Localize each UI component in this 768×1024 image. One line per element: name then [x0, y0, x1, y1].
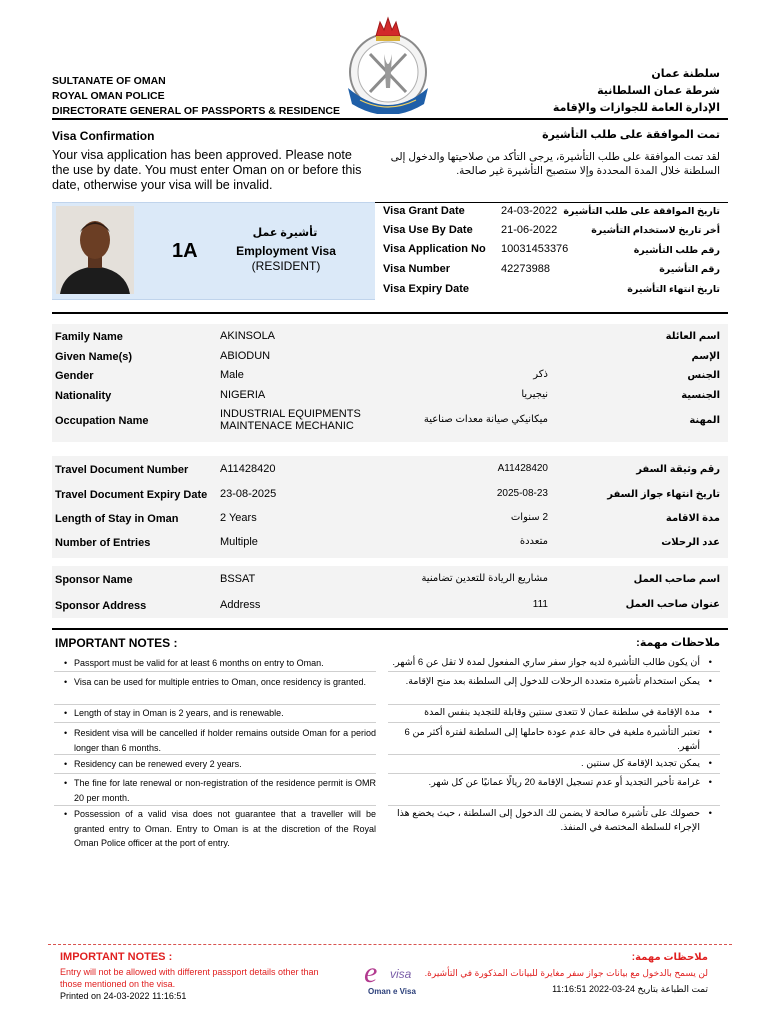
country-name: SULTANATE OF OMAN — [52, 75, 166, 87]
bullet-icon: • — [708, 808, 712, 819]
note-separator — [388, 754, 720, 755]
note-separator — [54, 722, 376, 723]
note-text-ar: يمكن تجديد الإقامة كل سنتين . — [580, 758, 700, 769]
note-text-ar: أن يكون طالب التأشيرة لديه جواز سفر ساري المفعول لمدة لا تقل عن 6 أشهر. — [392, 657, 700, 668]
sponsor-details-section — [52, 566, 728, 618]
visa-application-no-label-ar: رقم طلب التأشيرة — [633, 245, 720, 256]
note-item-ar — [388, 757, 720, 771]
visa-number-value: 42273988 — [501, 263, 550, 275]
number-of-entries-label-ar: عدد الرحلات — [661, 537, 720, 548]
confirmation-message: Your visa application has been approved. Please note the use by date. You must enter Oman on or before this date, otherwise your visa will be invalid. — [52, 148, 362, 192]
visa-type — [220, 244, 352, 274]
header-left — [52, 74, 340, 119]
important-notes-title-ar: ملاحظات مهمة: — [636, 637, 720, 649]
royal-oman-police-emblem-icon — [340, 14, 436, 114]
length-of-stay-value-ar: 2 سنوات — [510, 512, 548, 523]
bullet-icon: • — [708, 777, 712, 788]
notes-divider — [52, 628, 728, 630]
note-item-ar — [388, 706, 720, 720]
note-text-ar: غرامة تأخير التجديد أو عدم تسجيل الإقامة 20 ريالًا عمانيًا عن كل شهر. — [428, 777, 700, 788]
nationality-label: Nationality — [55, 390, 112, 402]
bullet-icon: • — [64, 728, 68, 738]
footer-notes-title-ar: ملاحظات مهمة: — [631, 952, 708, 963]
bullet-icon: • — [708, 707, 712, 718]
travel-document-expiry-label: Travel Document Expiry Date — [55, 489, 208, 501]
number-of-entries-label: Number of Entries — [55, 537, 151, 549]
length-of-stay-value: 2 Years — [220, 512, 257, 524]
note-text-ar: حصولك على تأشيرة صالحة لا يضمن لك الدخول إلى السلطنة ، حيث يخضع هذا الإجراء للسلطة المختصة في المنفذ. — [397, 808, 700, 833]
note-text: Passport must be valid for at least 6 months on entry to Oman. — [74, 658, 324, 668]
occupation-label: Occupation Name — [55, 415, 149, 427]
bullet-icon: • — [708, 758, 712, 769]
note-separator — [388, 722, 720, 723]
confirmation-message-ar: لقد تمت الموافقة على طلب التأشيرة، يرجى التأكد من صلاحيتها والدخول إلى السلطنة خلال المدة المحددة وإلا ستصبح التأشيرة غير صالحة. — [390, 151, 720, 177]
note-text-ar: تعتبر التأشيرة ملغية في حالة عدم عودة حاملها إلى السلطنة لفترة أكثر من 6 أشهر. — [404, 727, 700, 752]
sponsor-name-label: Sponsor Name — [55, 574, 133, 586]
visa-application-no-label: Visa Application No — [383, 243, 486, 255]
note-separator — [388, 773, 720, 774]
family-name-label-ar: اسم العائلة — [665, 331, 720, 342]
visa-number-label-ar: رقم التأشيرة — [659, 264, 720, 275]
printed-on-ar: تمت الطباعة بتاريخ 24-03-2022 11:16:51 — [552, 984, 708, 994]
family-name-label: Family Name — [55, 331, 123, 343]
note-text: The fine for late renewal or non-registration of the residence permit is OMR 20 per month. — [74, 778, 376, 803]
nationality-label-ar: الجنسية — [681, 390, 720, 401]
confirmation-title: Visa Confirmation — [52, 129, 155, 143]
footer-notes-title: IMPORTANT NOTES : — [60, 951, 173, 963]
visa-expiry-date-label: Visa Expiry Date — [383, 283, 470, 295]
evisa-logo-sub: visa — [390, 967, 412, 981]
visa-number-label: Visa Number — [383, 263, 451, 275]
directorate-name-ar: الإدارة العامة للجوازات والإقامة — [552, 102, 720, 114]
directorate-name: DIRECTORATE GENERAL OF PASSPORTS & RESIDENCE — [52, 105, 341, 117]
note-separator — [388, 805, 720, 806]
note-text: Visa can be used for multiple entries to Oman, once residency is granted. — [74, 677, 366, 687]
printed-on: Printed on 24-03-2022 11:16:51 — [60, 991, 187, 1001]
gender-value: Male — [220, 369, 244, 381]
note-separator — [54, 671, 376, 672]
bullet-icon: • — [64, 759, 68, 769]
note-separator — [54, 704, 376, 705]
footer-notes-text-ar: لن يسمح بالدخول مع بيانات جواز سفر مغايرة للبيانات المذكورة في التأشيرة. — [424, 968, 708, 978]
applicant-portrait-icon — [56, 206, 134, 294]
note-text: Length of stay in Oman is 2 years, and is renewable. — [74, 708, 284, 718]
occupation-value-line2: MAINTENACE MECHANIC — [220, 420, 354, 432]
oman-evisa-logo — [356, 954, 428, 1000]
sponsor-name-label-ar: اسم صاحب العمل — [633, 574, 720, 585]
nationality-value: NIGERIA — [220, 389, 266, 401]
gender-value-ar: ذكر — [533, 369, 548, 380]
bullet-icon: • — [64, 708, 68, 718]
note-separator — [388, 704, 720, 705]
bullet-icon: • — [64, 658, 68, 668]
bullet-icon: • — [64, 677, 68, 687]
note-separator — [54, 773, 376, 774]
bullet-icon: • — [64, 809, 68, 819]
confirmation-title-ar: تمت الموافقة على طلب التأشيرة — [542, 129, 720, 141]
sponsor-address-value-ar: 111 — [532, 599, 548, 610]
bullet-icon: • — [708, 657, 712, 668]
visa-grant-date-label: Visa Grant Date — [383, 205, 465, 217]
police-name: ROYAL OMAN POLICE — [52, 90, 165, 102]
travel-document-expiry-label-ar: تاريخ انتهاء جواز السفر — [607, 489, 720, 500]
length-of-stay-label-ar: مدة الاقامة — [665, 513, 720, 524]
visa-use-by-date-value: 21-06-2022 — [501, 224, 558, 236]
occupation-value-ar: ميكانيكي صيانة معدات صناعية — [423, 414, 548, 425]
sponsor-address-label: Sponsor Address — [55, 600, 147, 612]
sponsor-address-value: Address — [220, 599, 261, 611]
note-separator — [388, 671, 720, 672]
footer-notes-text: Entry will not be allowed with different passport details other than those mentioned on the visa. — [60, 967, 319, 989]
important-notes-title: IMPORTANT NOTES : — [55, 636, 178, 650]
evisa-logo-letter: e — [364, 956, 378, 989]
travel-document-number-value: A11428420 — [220, 463, 276, 475]
note-item — [54, 807, 376, 851]
visa-box-top-rule — [375, 202, 728, 203]
visa-expiry-date-label-ar: تاريخ انتهاء التأشيرة — [627, 284, 720, 295]
bullet-icon: • — [708, 676, 712, 687]
occupation-label-ar: المهنة — [689, 415, 720, 426]
note-text: Resident visa will be cancelled if holder remains outside Oman for a period longer than 6 months. — [74, 728, 376, 753]
police-name-ar: شرطة عمان السلطانية — [597, 85, 720, 97]
number-of-entries-value: Multiple — [220, 536, 258, 548]
visa-grant-date-label-ar: تاريخ الموافقة على طلب التأشيرة — [563, 206, 720, 217]
bullet-icon: • — [64, 778, 68, 788]
occupation-value — [220, 408, 361, 432]
footer-divider — [48, 944, 732, 946]
gender-label: Gender — [55, 370, 94, 382]
note-text-ar: يمكن استخدام تأشيرة متعددة الرحلات للدخول إلى السلطنة بعد منح الإقامة. — [405, 676, 700, 687]
bullet-icon: • — [708, 727, 712, 738]
note-text-ar: مدة الإقامة في سلطنة عمان لا تتعدى سنتين وقابلة للتجديد بنفس المدة — [424, 707, 700, 718]
visa-type-name: Employment Visa — [236, 244, 336, 258]
visa-type-ar: تأشيرة عمل — [252, 227, 318, 239]
visa-section-divider — [52, 312, 728, 314]
number-of-entries-value-ar: متعددة — [519, 536, 548, 547]
visa-use-by-date-label: Visa Use By Date — [383, 224, 473, 236]
visa-grant-date-value: 24-03-2022 — [501, 205, 558, 217]
visa-use-by-date-label-ar: أخر تاريخ لاستخدام التأشيرة — [591, 225, 720, 236]
note-text: Residency can be renewed every 2 years. — [74, 759, 242, 769]
evisa-logo-text: Oman e Visa — [368, 987, 416, 996]
travel-document-expiry-value: 23-08-2025 — [220, 488, 277, 500]
travel-document-number-label: Travel Document Number — [55, 464, 189, 476]
note-text: Possession of a valid visa does not guarantee that a traveller will be granted entry to Oman. Entry to Oman is at the discretion of the Royal Oman Police officer at the port of entry. — [74, 809, 376, 848]
note-separator — [54, 754, 376, 755]
given-names-value: ABIODUN — [220, 350, 271, 362]
note-item-ar — [388, 656, 720, 670]
note-item-ar — [388, 807, 720, 835]
note-item — [54, 776, 376, 805]
given-names-label: Given Name(s) — [55, 351, 133, 363]
gender-label-ar: الجنس — [687, 370, 720, 381]
travel-document-expiry-value-ar: 2025-08-23 — [496, 488, 548, 499]
note-item — [54, 757, 376, 772]
travel-document-number-value-ar: A11428420 — [497, 463, 548, 474]
sponsor-address-label-ar: عنوان صاحب العمل — [625, 599, 720, 610]
header-right — [553, 66, 720, 117]
note-item — [54, 706, 376, 721]
personal-details-section — [52, 324, 728, 442]
visa-code: 1A — [172, 240, 198, 262]
header-divider — [52, 118, 728, 120]
family-name-value: AKINSOLA — [220, 330, 276, 342]
note-item-ar — [388, 776, 720, 790]
visa-type-category: (RESIDENT) — [251, 259, 321, 273]
sponsor-name-value: BSSAT — [220, 573, 256, 585]
note-item — [54, 675, 376, 690]
evisa-logo-icon — [356, 954, 428, 1000]
sponsor-name-value-ar: مشاريع الريادة للتعدين تضامنية — [421, 573, 548, 584]
note-item — [54, 656, 376, 671]
note-separator — [54, 805, 376, 806]
visa-application-no-value: 10031453376 — [501, 243, 569, 255]
applicant-photo — [56, 206, 134, 294]
travel-document-number-label-ar: رقم وثيقة السفر — [636, 464, 720, 475]
length-of-stay-label: Length of Stay in Oman — [55, 513, 179, 525]
note-item-ar — [388, 726, 720, 754]
occupation-value-line1: INDUSTRIAL EQUIPMENTS — [220, 408, 361, 420]
country-name-ar: سلطنة عمان — [651, 68, 720, 80]
given-names-label-ar: الإسم — [691, 351, 720, 362]
nationality-value-ar: نيجيريا — [521, 389, 548, 400]
note-item-ar — [388, 675, 720, 689]
note-item — [54, 726, 376, 755]
